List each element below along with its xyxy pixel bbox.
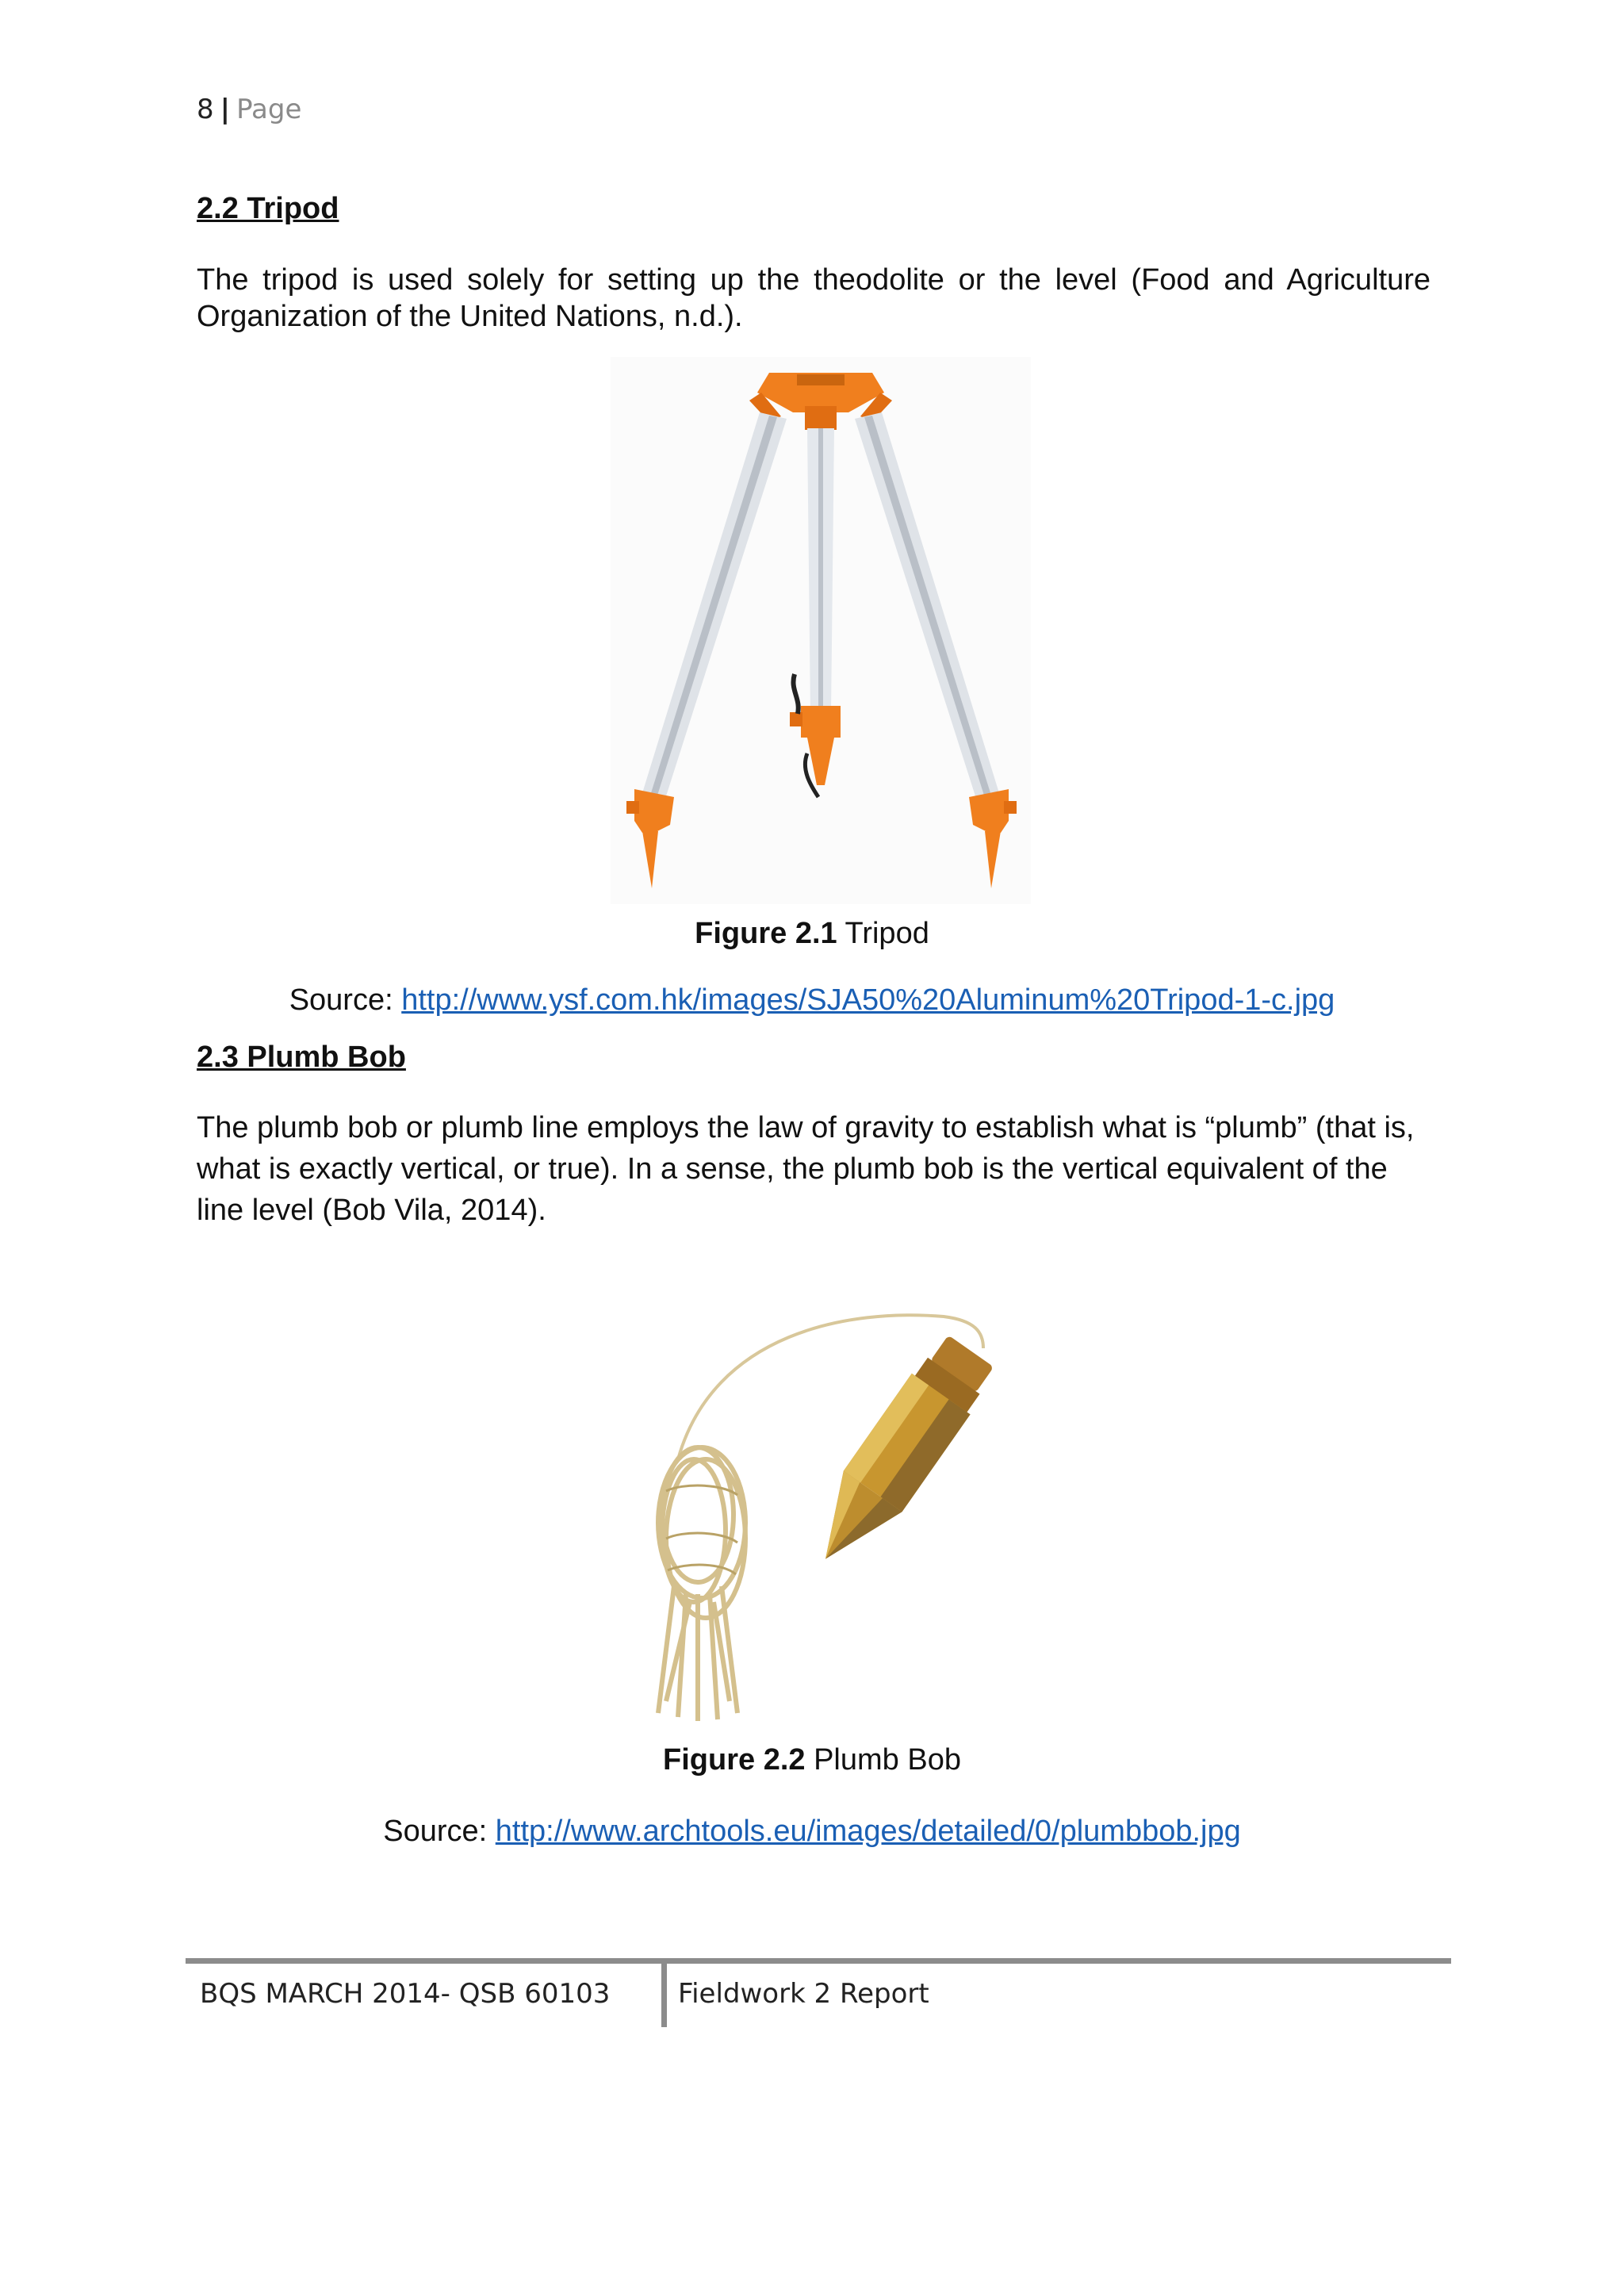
source-line-tripod <box>0 983 1624 1018</box>
paragraph-plumb-line-2: what is exactly vertical, or true). In a sense, the plumb bob is the vertical equivalent of the <box>197 1152 1388 1186</box>
heading-plumb-bob: 2.3 Plumb Bob <box>197 1041 406 1074</box>
tripod-image <box>611 357 1031 904</box>
heading-tripod: 2.2 Tripod <box>197 192 339 225</box>
figure-title-tripod: Tripod <box>845 917 929 950</box>
figure-label-tripod: Figure 2.1 <box>695 917 837 950</box>
footer-rule <box>186 1958 1451 1964</box>
paragraph-plumb-line-1: The plumb bob or plumb line employs the law of gravity to establish what is “plumb” (that is, <box>197 1111 1415 1144</box>
header-separator: | <box>220 94 231 125</box>
footer-course-code: BQS MARCH 2014- QSB 60103 <box>200 1978 611 2010</box>
source-prefix-tripod: Source: <box>289 983 393 1017</box>
page-label: Page <box>236 94 302 125</box>
page-header <box>197 94 301 125</box>
footer-divider <box>661 1959 667 2027</box>
figure-title-plumb-bob: Plumb Bob <box>814 1743 961 1777</box>
footer-report-title: Fieldwork 2 Report <box>678 1978 929 2010</box>
source-line-plumb-bob <box>0 1815 1624 1849</box>
paragraph-plumb-line-3: line level (Bob Vila, 2014). <box>197 1194 546 1227</box>
source-prefix-plumb-bob: Source: <box>383 1815 488 1848</box>
source-link-plumb-bob[interactable]: http://www.archtools.eu/images/detailed/0/plumbbob.jpg <box>495 1815 1241 1848</box>
figure-caption-tripod <box>0 917 1624 951</box>
page-number: 8 <box>197 94 214 125</box>
paragraph-tripod: The tripod is used solely for setting up the theodolite or the level (Food and Agriculture Organization of the United Nations, n.d.). <box>197 263 1431 333</box>
plumb-bob-image <box>611 1301 1023 1745</box>
figure-label-plumb-bob: Figure 2.2 <box>663 1743 806 1777</box>
paragraph-plumb-bob <box>197 1107 1431 1231</box>
source-link-tripod[interactable]: http://www.ysf.com.hk/images/SJA50%20Aluminum%20Tripod-1-c.jpg <box>401 983 1335 1017</box>
figure-caption-plumb-bob <box>0 1743 1624 1777</box>
